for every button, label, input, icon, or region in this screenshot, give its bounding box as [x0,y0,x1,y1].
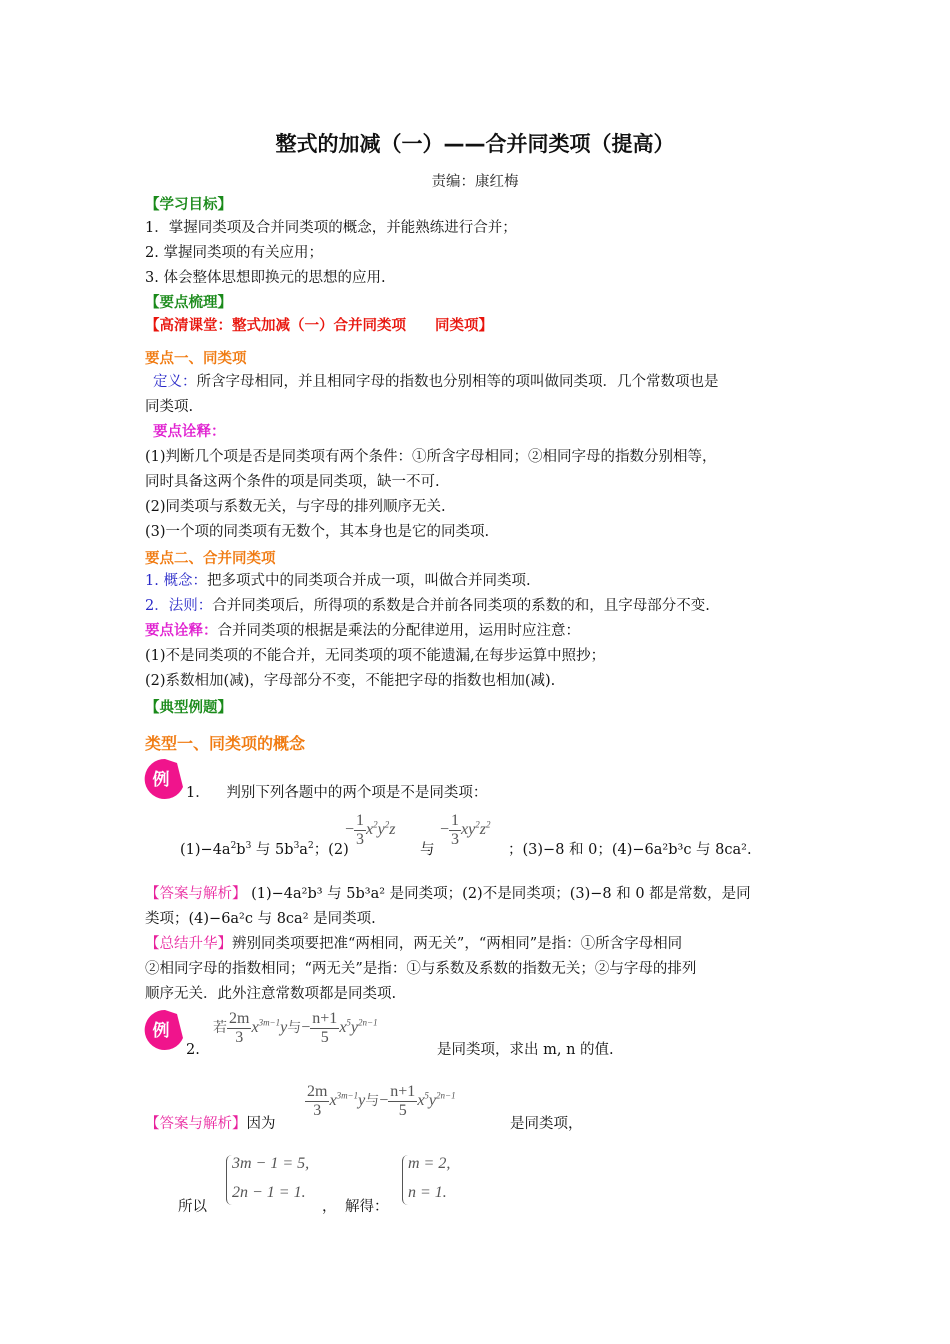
math-term-b: − $\frac{1}{3}$ $xy^2z^2$ [440,812,491,848]
solve-label: 解得： [345,1199,389,1215]
point2-note-text: 合并同类项的根据是乘法的分配律逆用，运用时应注意： [217,623,580,639]
example1-summary-line3: 顺序无关．此外注意常数项都是同类项. [145,986,397,1002]
rule-text: 合并同类项后，所得项的系数是合并前各同类项的系数的和，且字母部分不变. [212,598,710,614]
objective-item: 1．掌握同类项及合并同类项的概念，并能熟练进行合并； [145,220,517,236]
example1-summary-line1 [145,934,682,954]
note-line: (1)不是同类项的不能合并，无同类项的项不能遗漏,在每步运算中照抄； [145,648,606,664]
definition-line-2: 同类项. [145,399,194,415]
type1-title: 类型一、同类项的概念 [145,734,306,753]
answer-because: 因为 [246,1116,276,1132]
example-badge-icon [143,1008,187,1052]
example2-number: 2. [186,1042,200,1058]
rule-label: 2．法则： [145,598,213,614]
example1-question-text: 判别下列各题中的两个项是不是同类项： [226,785,488,801]
answer-label: 【答案与解析】 [145,1116,247,1132]
example1-question [186,783,487,803]
examples-header: 【典型例题】 [145,700,232,716]
example2-expression: 若 $\frac{2m}{3}$ $x^{3m-1}y$与− $\frac{n+1}{5}$ $x^5y^{2n-1}$ [213,1010,378,1046]
video-lesson-link[interactable]: 【高清课堂：整式加减（一）合并同类项 同类项】 [145,318,493,334]
concept-line [145,571,531,591]
point2-note-line [145,621,580,641]
example2-answer-expression: $\frac{2m}{3}$ $x^{3m-1}y$与− $\frac{n+1}{5}$ $x^5y^{2n-1}$ [307,1083,456,1119]
definition-label: 定义： [153,374,197,390]
note-line: 同时具备这两个条件的项是同类项，缺一不可. [145,474,440,490]
objective-item: 2. 掌握同类项的有关应用； [145,245,323,261]
point1-title: 要点一、同类项 [145,351,247,367]
svg-text:例: 例 [152,770,170,790]
example2-answer-suffix: 是同类项， [510,1116,583,1132]
point2-note-label: 要点诠释： [145,623,218,639]
point2-title: 要点二、合并同类项 [145,551,276,567]
rule-line [145,596,710,616]
note-line: (3)一个项的同类项有无数个，其本身也是它的同类项. [145,524,490,540]
solution-2: n = 1. [408,1184,447,1201]
concept-label: 1. 概念： [145,573,207,589]
answer-label: 【答案与解析】 [145,886,247,902]
page-title: 整式的加减（一）——合并同类项（提高） [275,132,675,156]
example1-answer-line1 [145,884,751,904]
objective-item: 3. 体会整体思想即换元的思想的应用. [145,270,386,286]
equation-2: 2n − 1 = 1. [232,1184,306,1201]
equation-1: 3m − 1 = 5, [232,1155,310,1172]
solution-1: m = 2, [408,1155,451,1172]
example1-parts-3-4: ；(3)−8 和 0；(4)−6a²b³c 与 8ca². [508,842,752,858]
example1-parts: $(1)-4a^2b^3$ 与 $5b^3a^2$；(2) [180,841,349,858]
note-line: (2)系数相加(减)，字母部分不变，不能把字母的指数也相加(减). [145,673,556,689]
objectives-header: 【学习目标】 [145,197,232,213]
comma: ， [322,1199,337,1215]
connector-text: 与 [420,842,435,858]
example1-number: 1． [186,785,210,801]
summary-label: 【总结升华】 [145,936,232,952]
example1-summary-line2: ②相同字母的指数相同；“两无关”是指：①与系数及系数的指数无关；②与字母的排列 [145,961,697,977]
example2-question-suffix: 是同类项，求出 m, n 的值. [437,1042,614,1058]
definition-line [145,372,719,392]
math-term-a: − $\frac{1}{3}$ $x^2y^2z$ [345,812,396,848]
author-line: 责编：康红梅 [431,174,519,190]
note-line: (2)同类项与系数无关，与字母的排列顺序无关. [145,499,446,515]
concept-text: 把多项式中的同类项合并成一项，叫做合并同类项. [206,573,531,589]
example2-answer-line [145,1114,276,1134]
example1-answer-line2: 类项；(4)−6a²c 与 8ca² 是同类项. [145,911,376,927]
point1-note-label: 要点诠释： [153,424,226,440]
definition-text: 所含字母相同，并且相同字母的指数也分别相等的项叫做同类项．几个常数项也是 [196,374,719,390]
key-points-header: 【要点梳理】 [145,295,232,311]
answer-text: (1)−4a²b³ 与 5b³a² 是同类项；(2)不是同类项；(3)−8 和 0 都是常数，是同 [251,886,751,902]
svg-text:例: 例 [152,1021,170,1041]
example-badge-icon [143,757,187,801]
note-line: (1)判断几个项是否是同类项有两个条件：①所含字母相同；②相同字母的指数分别相等， [145,449,717,465]
so-label: 所以 [178,1199,207,1215]
summary-text: 辨别同类项要把准“两相同，两无关”，“两相同”是指：①所含字母相同 [232,936,683,952]
